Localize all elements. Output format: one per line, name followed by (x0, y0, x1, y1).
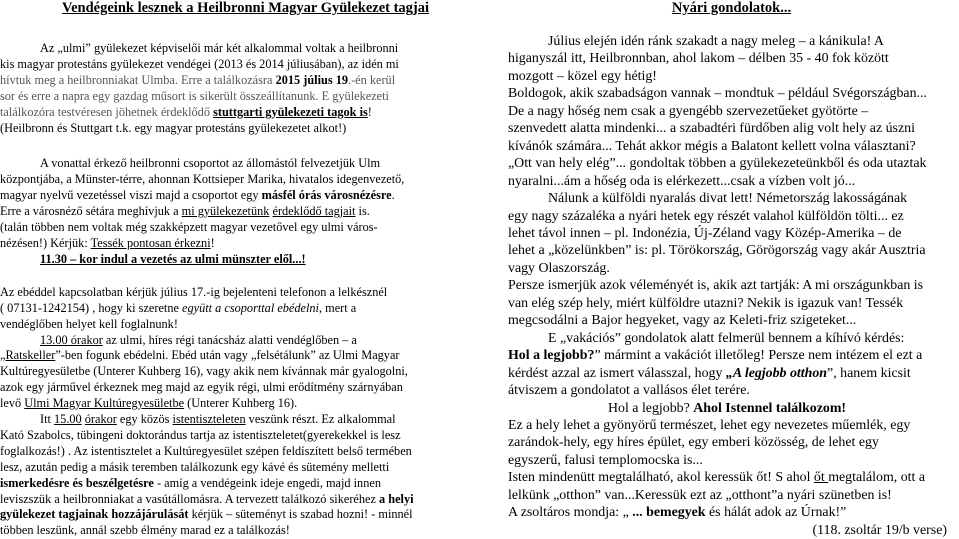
tour-start-notice: 11.30 – kor indul a vezetés az ulmi münszter elől...! (40, 251, 306, 266)
text-line: kérdést azzal az ismert válasszal, hogy „A legjobb otthon”, hanem kicsit (508, 365, 911, 381)
text-line: Erre a városnéző sétára meghívjuk a mi gyülekezetünk érdeklődő tagjait is. (0, 204, 370, 219)
text-line: vendéglőben helyet kell foglalnunk! (0, 316, 178, 331)
text-line: 13.00 órakor az ulmi, híres régi tanácsház alatti vendéglőben – a (40, 332, 357, 347)
text-line: sor és erre a napra egy gazdag műsort is sikerült összeállítanunk. E gyülekezeti (0, 88, 389, 103)
text-line: (Heilbronn és Stuttgart t.k. egy magyar protestáns gyülekezetet alkot!) (0, 120, 347, 135)
text-line: gyülekezet tagjainak hozzájárulását kérjük – süteményt is szabad hozni! - minnél (0, 507, 413, 522)
text-line: leviszszük a heilbronniakat a vasútállomásra. A tervezett találkozó sikeréhez a helyi (0, 491, 414, 506)
text-line: magyar nyelvű vezetéssel viszi majd a csoportot egy másfél órás városnézésre. (0, 188, 395, 203)
text-line: hívtuk meg a heilbronniakat Ulmba. Erre a találkozásra 2015 július 19.-én kerül (0, 72, 396, 87)
text-line: nyaralni...ám a hőség oda is elérkezett...csak a vízben volt jó... (508, 173, 856, 189)
text-line: ismerkedésre és beszélgetésre - amíg a vendégeink ideje engedi, majd innen (0, 475, 381, 490)
text-line: lehet a „közelünkben” is: pl. Törökország, Görögország vagy akár Ausztria (508, 243, 926, 259)
text-line: megcsodálni a Bajor hegyeket, vagy az Keleti-friz szigeteket... (508, 313, 857, 329)
text-line: Itt 15.00 órakor egy közös istentiszteleten veszünk részt. Ez alkalommal (40, 412, 396, 427)
text-line: többen leszünk, annál szebb élmény marad ez a találkozás! (0, 523, 290, 538)
text-line: nézésen!) Kérjük: Tessék pontosan érkezni! (0, 235, 215, 250)
left-paragraph-3 (0, 285, 491, 539)
text-line: A zsoltáros mondja: „ ... bemegyek és hálát adok az Úrnak!” (508, 505, 847, 521)
text-line: vagy Olaszország. (508, 260, 610, 276)
text-line: Július elején idén ránk szakadt a nagy meleg – a kánikula! A (548, 34, 884, 49)
text-line: „Ott van hely elég”... gondoltak többen a gyülekezeteünkből és oda utaztak (508, 156, 927, 172)
text-line: Hol a legjobb?” mármint a vakációt illetőleg! Persze nem intézem el ezt a (508, 348, 923, 364)
text-line: lehet távol innen – pl. Indonézia, Új-Zéland vagy Közép-Amerika – de (508, 225, 902, 241)
left-article-title: Vendégeink lesznek a Heilbronni Magyar Gyülekezet tagjai (61, 0, 430, 16)
text-line (0, 252, 491, 268)
verse-reference: (118. zsoltár 19/b verse) (812, 522, 947, 538)
text-line: Ez a hely lehet a gyönyörű természet, lehet egy nevezetes műemlék, egy (508, 417, 911, 433)
text-line: átviszem a gondolatot a vallásos élet terére. (508, 383, 750, 399)
text-line: Kató Szabolcs, tübingeni doktorándus tartja az istentiszteletet(gyerekekkel is lesz (0, 427, 401, 442)
text-line: foglalkozás!) . Az istentisztelet a Kultúregyesület szépen feldíszített belső termében (0, 443, 412, 458)
text-line: levő Ulmi Magyar Kultúregyesületbe (Unterer Kuhberg 16). (0, 396, 298, 411)
text-line: egy nagy százaléka a nyári hetek egy részét valahol külföldön tölti... ez (508, 208, 904, 224)
text-line: kis magyar protestáns gyülekezet vendégei (2013 és 2014 júliusában), az idén mi (0, 56, 399, 71)
text-line: A vonattal érkező heilbronni csoportot az állomástól felvezetjük Ulm (40, 156, 381, 171)
text-line: egyszerű, falusi templomocska is... (508, 452, 703, 468)
left-paragraph-1 (0, 41, 491, 136)
left-paragraph-2 (0, 156, 491, 267)
text-line: ( 07131-1242154) , hogy ki szeretne együtt a csoporttal ebédelni, mert a (0, 300, 357, 315)
text-line: zarándok-hely, egy híres épület, egy emberi közösség, de lehet egy (508, 435, 879, 451)
text-line: E „vakációs” gondolatok alatt felmerül bennem a kíhívó kérdés: (548, 330, 905, 346)
right-article-body (508, 33, 955, 539)
text-line: azok egy járművel érkeznek meg majd az egyik régi, ulmi erődítmény szárnyában (0, 380, 403, 395)
text-line: Boldogok, akik szabadságon vannak – mondtuk – például Svégországban... (508, 86, 927, 102)
text-line: De a nagy hőség nem csak a gyengébb szervezetűeket gyötörte – (508, 103, 869, 119)
text-line: kívánók számára... Tehát akkor mégis a Balatont kellett volna választani? (508, 138, 916, 154)
text-line: van elég szép hely, miért külföldre utazni? Nekik is igazuk van! Tessék (508, 295, 904, 311)
text-line: Az „ulmi” gyülekezet képviselői már két alkalommal voltak a heilbronni (40, 41, 399, 55)
text-line: mozgott – közel egy hétig! (508, 68, 657, 84)
text-line: Az ebéddel kapcsolatban kérjük július 17.-ig bejelenteni telefonon a lelkésznél (0, 284, 388, 299)
text-line: higanyszál itt, Heilbronnban, ahol lakom – délben 35 - 40 fok között (508, 51, 889, 67)
stuttgart-members-link: stuttgarti gyülekezeti tagok is (213, 104, 368, 119)
text-line: „Ratskeller”-ben fogunk ebédelni. Ebéd után vagy „felsétálunk” az Ulmi Magyar (0, 348, 400, 363)
text-line: lesz, azután pedig a másik teremben találkozunk egy kávé és sütemény melletti (0, 459, 390, 474)
right-article (508, 0, 955, 539)
text-line: Isten mindenütt megtalálható, akol keressük őt! S ahol őt megtalálom, ott a (508, 470, 926, 486)
text-line: Nálunk a külföldi nyaralás divat lett! Németország lakosságának (548, 191, 908, 207)
text-line: Persze ismerjük azok véleményét is, akik azt tartják: A mi országunkban is (508, 278, 924, 294)
text-line: lelkünk „otthon” van...Keressük ezt az „otthont”a nyári szünetben is! (508, 487, 892, 503)
right-article-title: Nyári gondolatok... (671, 0, 792, 16)
text-line: szenvedett alatta mindenki... a szabadtéri fürdőben alig volt hely az úszni (508, 121, 915, 137)
text-line: központjába, a Münster-térre, ahonnan Kottsieper Marika, hivatalos idegenvezető, (0, 172, 405, 187)
text-line: találkozóra testvéresen jöhetnek érdeklődő stuttgarti gyülekezeti tagok is! (0, 104, 372, 119)
text-line: (talán többen nem voltak még szakképzett magyar vezetővel egy ulmi város- (0, 220, 378, 235)
text-line: Kultúregyesületbe (Unterer Kuhberg 16), vagy akik nem kívánnak már gyalogolni, (0, 364, 408, 379)
text-line: Hol a legjobb? Ahol Istennel találkozom! (608, 400, 847, 416)
